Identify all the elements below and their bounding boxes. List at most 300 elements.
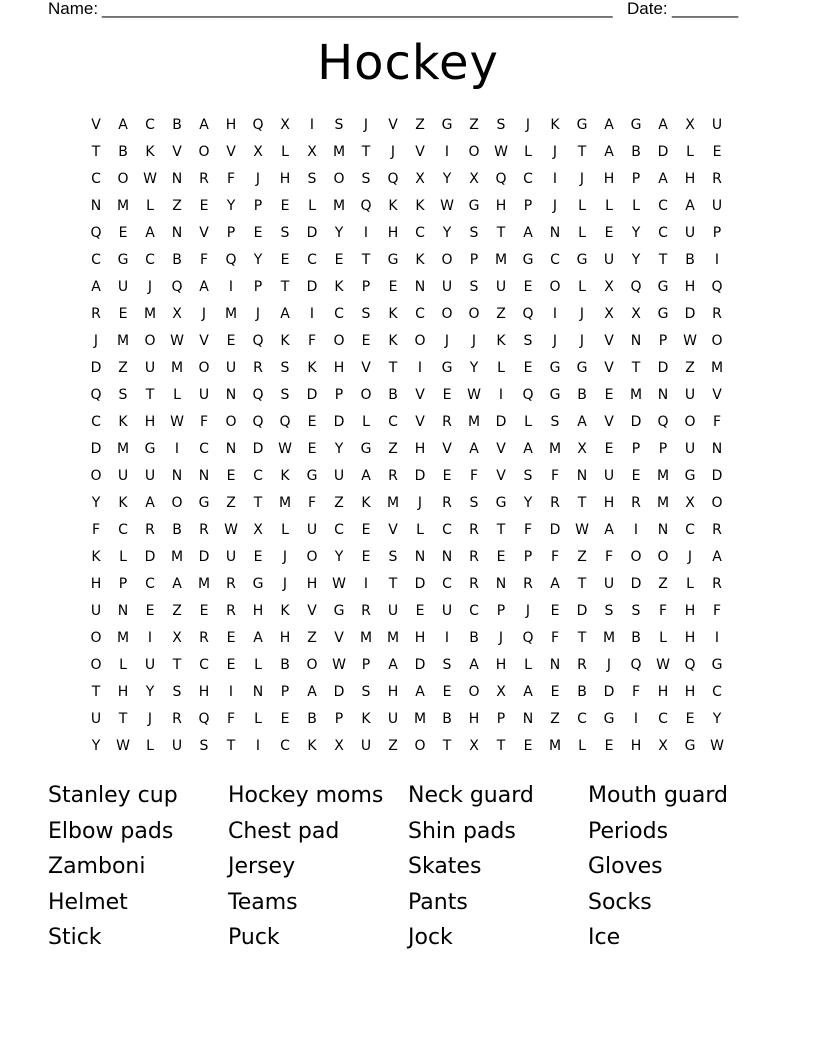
grid-letter[interactable]: S [469, 279, 479, 295]
grid-letter[interactable]: P [334, 711, 344, 727]
grid-letter[interactable]: O [198, 360, 210, 376]
grid-letter[interactable]: D [333, 684, 345, 700]
grid-letter[interactable]: Y [442, 225, 452, 241]
grid-letter[interactable]: R [550, 495, 560, 511]
grid-letter[interactable]: I [309, 117, 315, 133]
grid-letter[interactable]: S [361, 171, 371, 187]
grid-letter[interactable]: N [414, 279, 426, 295]
grid-letter[interactable]: K [307, 738, 317, 754]
grid-letter[interactable]: M [116, 441, 130, 457]
grid-letter[interactable]: Y [469, 360, 479, 376]
grid-letter[interactable]: O [333, 333, 345, 349]
grid-letter[interactable]: G [684, 738, 696, 754]
grid-letter[interactable]: X [685, 495, 695, 511]
grid-letter[interactable]: B [577, 387, 587, 403]
grid-letter[interactable]: C [253, 468, 263, 484]
grid-letter[interactable]: J [93, 333, 99, 349]
grid-letter[interactable]: K [280, 333, 290, 349]
grid-letter[interactable]: D [603, 684, 615, 700]
grid-letter[interactable]: V [442, 441, 452, 457]
grid-letter[interactable]: R [469, 522, 479, 538]
grid-letter[interactable]: L [686, 144, 694, 160]
grid-letter[interactable]: I [444, 630, 450, 646]
grid-letter[interactable]: L [578, 225, 586, 241]
grid-letter[interactable]: I [147, 630, 153, 646]
grid-letter[interactable]: Y [334, 441, 344, 457]
grid-letter[interactable]: Q [198, 711, 210, 727]
grid-letter[interactable]: G [360, 441, 372, 457]
grid-letter[interactable]: N [441, 549, 453, 565]
grid-letter[interactable]: C [199, 441, 209, 457]
grid-letter[interactable]: A [604, 522, 614, 538]
grid-letter[interactable]: P [658, 333, 668, 349]
grid-letter[interactable]: W [278, 441, 292, 457]
grid-letter[interactable]: U [117, 279, 129, 295]
grid-letter[interactable]: C [91, 252, 101, 268]
grid-letter[interactable]: C [145, 576, 155, 592]
grid-letter[interactable]: F [226, 711, 236, 727]
grid-letter[interactable]: D [711, 468, 723, 484]
grid-letter[interactable]: P [631, 441, 641, 457]
grid-letter[interactable]: K [361, 495, 371, 511]
grid-letter[interactable]: X [658, 738, 668, 754]
grid-letter[interactable]: M [656, 495, 670, 511]
grid-letter[interactable]: K [550, 117, 560, 133]
grid-letter[interactable]: O [306, 549, 318, 565]
grid-letter[interactable]: C [658, 198, 668, 214]
grid-letter[interactable]: C [91, 414, 101, 430]
grid-letter[interactable]: E [712, 144, 722, 160]
grid-letter[interactable]: X [496, 684, 506, 700]
grid-letter[interactable]: Z [658, 576, 668, 592]
grid-letter[interactable]: R [442, 495, 452, 511]
grid-letter[interactable]: Q [252, 117, 264, 133]
grid-letter[interactable]: D [414, 468, 426, 484]
grid-letter[interactable]: T [631, 360, 641, 376]
grid-letter[interactable]: E [280, 711, 290, 727]
grid-letter[interactable]: A [199, 279, 209, 295]
grid-letter[interactable]: R [361, 603, 371, 619]
grid-letter[interactable]: Q [711, 279, 723, 295]
grid-letter[interactable]: H [306, 576, 318, 592]
grid-letter[interactable]: Y [334, 225, 344, 241]
grid-letter[interactable]: C [388, 414, 398, 430]
grid-letter[interactable]: V [604, 414, 614, 430]
grid-letter[interactable]: F [658, 603, 668, 619]
grid-letter[interactable]: G [576, 360, 588, 376]
grid-letter[interactable]: H [468, 711, 480, 727]
grid-letter[interactable]: E [685, 711, 695, 727]
grid-letter[interactable]: B [442, 711, 452, 727]
grid-letter[interactable]: E [550, 603, 560, 619]
grid-letter[interactable]: M [278, 495, 292, 511]
grid-letter[interactable]: G [576, 252, 588, 268]
grid-letter[interactable]: W [656, 657, 670, 673]
grid-letter[interactable]: M [386, 495, 400, 511]
grid-letter[interactable]: D [684, 306, 696, 322]
grid-letter[interactable]: M [710, 360, 724, 376]
grid-letter[interactable]: G [306, 468, 318, 484]
grid-letter[interactable]: E [550, 684, 560, 700]
grid-letter[interactable]: S [361, 306, 371, 322]
grid-letter[interactable]: M [197, 576, 211, 592]
grid-letter[interactable]: I [552, 171, 558, 187]
grid-letter[interactable]: F [307, 333, 317, 349]
grid-letter[interactable]: H [684, 684, 696, 700]
grid-letter[interactable]: H [117, 684, 129, 700]
grid-letter[interactable]: U [144, 657, 156, 673]
grid-letter[interactable]: E [604, 387, 614, 403]
grid-letter[interactable]: H [684, 171, 696, 187]
grid-letter[interactable]: C [280, 738, 290, 754]
grid-letter[interactable]: F [469, 468, 479, 484]
grid-letter[interactable]: U [225, 360, 237, 376]
grid-letter[interactable]: H [657, 684, 669, 700]
grid-letter[interactable]: M [332, 198, 346, 214]
grid-letter[interactable]: R [712, 171, 722, 187]
grid-letter[interactable]: G [657, 279, 669, 295]
grid-letter[interactable]: Q [90, 225, 102, 241]
grid-letter[interactable]: J [255, 171, 261, 187]
grid-letter[interactable]: G [711, 657, 723, 673]
grid-letter[interactable]: L [146, 198, 154, 214]
grid-letter[interactable]: S [523, 333, 533, 349]
grid-letter[interactable]: E [442, 684, 452, 700]
grid-letter[interactable]: E [361, 522, 371, 538]
grid-letter[interactable]: N [711, 441, 723, 457]
grid-letter[interactable]: E [388, 279, 398, 295]
grid-letter[interactable]: B [469, 630, 479, 646]
grid-letter[interactable]: H [684, 279, 696, 295]
grid-letter[interactable]: B [388, 387, 398, 403]
grid-letter[interactable]: Z [577, 549, 587, 565]
grid-letter[interactable]: O [414, 333, 426, 349]
grid-letter[interactable]: F [199, 414, 209, 430]
grid-letter[interactable]: B [631, 630, 641, 646]
grid-letter[interactable]: D [414, 576, 426, 592]
grid-letter[interactable]: P [712, 225, 722, 241]
grid-letter[interactable]: O [360, 387, 372, 403]
grid-letter[interactable]: L [146, 738, 154, 754]
grid-letter[interactable]: U [603, 576, 615, 592]
grid-letter[interactable]: C [145, 252, 155, 268]
grid-letter[interactable]: N [414, 549, 426, 565]
grid-letter[interactable]: V [415, 414, 425, 430]
grid-letter[interactable]: L [497, 360, 505, 376]
grid-letter[interactable]: D [495, 414, 507, 430]
grid-letter[interactable]: Z [226, 495, 236, 511]
grid-letter[interactable]: R [145, 522, 155, 538]
grid-letter[interactable]: Q [252, 387, 264, 403]
grid-letter[interactable]: Y [442, 171, 452, 187]
grid-letter[interactable]: H [333, 360, 345, 376]
grid-letter[interactable]: F [550, 468, 560, 484]
grid-letter[interactable]: S [280, 225, 290, 241]
grid-letter[interactable]: T [496, 225, 506, 241]
grid-letter[interactable]: E [226, 630, 236, 646]
grid-letter[interactable]: U [441, 279, 453, 295]
grid-letter[interactable]: O [468, 684, 480, 700]
grid-letter[interactable]: W [683, 333, 697, 349]
grid-letter[interactable]: A [523, 684, 533, 700]
grid-letter[interactable]: J [363, 117, 369, 133]
grid-letter[interactable]: E [118, 225, 128, 241]
grid-letter[interactable]: V [199, 225, 209, 241]
grid-letter[interactable]: Q [630, 657, 642, 673]
grid-letter[interactable]: H [495, 657, 507, 673]
grid-letter[interactable]: P [658, 441, 668, 457]
grid-letter[interactable]: W [332, 576, 346, 592]
grid-letter[interactable]: W [710, 738, 724, 754]
grid-letter[interactable]: T [658, 252, 668, 268]
grid-letter[interactable]: S [496, 117, 506, 133]
grid-letter[interactable]: Z [550, 711, 560, 727]
grid-letter[interactable]: T [91, 144, 101, 160]
grid-letter[interactable]: S [280, 360, 290, 376]
grid-letter[interactable]: H [198, 684, 210, 700]
grid-letter[interactable]: D [657, 360, 669, 376]
grid-letter[interactable]: X [415, 171, 425, 187]
grid-letter[interactable]: N [117, 603, 129, 619]
grid-letter[interactable]: G [468, 198, 480, 214]
grid-letter[interactable]: C [658, 711, 668, 727]
grid-letter[interactable]: N [495, 576, 507, 592]
grid-letter[interactable]: P [253, 279, 263, 295]
grid-letter[interactable]: R [631, 495, 641, 511]
grid-letter[interactable]: B [280, 657, 290, 673]
grid-letter[interactable]: S [334, 117, 344, 133]
grid-letter[interactable]: O [225, 414, 237, 430]
grid-letter[interactable]: E [523, 279, 533, 295]
grid-letter[interactable]: T [145, 387, 155, 403]
grid-letter[interactable]: T [577, 630, 587, 646]
grid-letter[interactable]: V [496, 441, 506, 457]
grid-letter[interactable]: N [549, 657, 561, 673]
grid-letter[interactable]: F [199, 252, 209, 268]
grid-letter[interactable]: D [657, 144, 669, 160]
grid-letter[interactable]: R [199, 171, 209, 187]
grid-letter[interactable]: I [255, 738, 261, 754]
grid-letter[interactable]: G [549, 360, 561, 376]
grid-letter[interactable]: T [577, 576, 587, 592]
grid-letter[interactable]: K [118, 414, 128, 430]
grid-letter[interactable]: M [386, 630, 400, 646]
grid-letter[interactable]: K [280, 468, 290, 484]
grid-letter[interactable]: X [469, 738, 479, 754]
grid-letter[interactable]: X [280, 117, 290, 133]
grid-letter[interactable]: N [198, 468, 210, 484]
grid-letter[interactable]: R [469, 549, 479, 565]
grid-letter[interactable]: D [90, 360, 102, 376]
grid-letter[interactable]: O [198, 144, 210, 160]
grid-letter[interactable]: R [442, 414, 452, 430]
grid-letter[interactable]: R [577, 657, 587, 673]
grid-letter[interactable]: D [90, 441, 102, 457]
grid-letter[interactable]: Y [226, 198, 236, 214]
grid-letter[interactable]: M [359, 630, 373, 646]
grid-letter[interactable]: Q [657, 414, 669, 430]
grid-letter[interactable]: G [495, 495, 507, 511]
grid-letter[interactable]: R [712, 522, 722, 538]
grid-letter[interactable]: I [417, 360, 423, 376]
grid-letter[interactable]: G [252, 576, 264, 592]
grid-letter[interactable]: T [91, 684, 101, 700]
grid-letter[interactable]: S [361, 684, 371, 700]
grid-letter[interactable]: P [496, 711, 506, 727]
grid-letter[interactable]: L [119, 657, 127, 673]
grid-letter[interactable]: M [116, 333, 130, 349]
grid-letter[interactable]: F [712, 414, 722, 430]
grid-letter[interactable]: D [414, 657, 426, 673]
grid-letter[interactable]: E [604, 225, 614, 241]
grid-letter[interactable]: J [147, 711, 153, 727]
grid-letter[interactable]: M [629, 387, 643, 403]
grid-letter[interactable]: Z [388, 441, 398, 457]
grid-letter[interactable]: C [469, 603, 479, 619]
grid-letter[interactable]: R [199, 522, 209, 538]
grid-letter[interactable]: D [306, 279, 318, 295]
grid-letter[interactable]: I [228, 279, 234, 295]
grid-letter[interactable]: O [549, 279, 561, 295]
grid-letter[interactable]: N [252, 684, 264, 700]
grid-letter[interactable]: O [90, 468, 102, 484]
grid-letter[interactable]: K [280, 603, 290, 619]
grid-letter[interactable]: K [307, 360, 317, 376]
grid-letter[interactable]: W [170, 414, 184, 430]
grid-letter[interactable]: E [496, 549, 506, 565]
grid-letter[interactable]: U [711, 198, 723, 214]
grid-letter[interactable]: Q [684, 657, 696, 673]
grid-letter[interactable]: N [171, 171, 183, 187]
grid-letter[interactable]: A [604, 144, 614, 160]
grid-letter[interactable]: N [90, 198, 102, 214]
grid-letter[interactable]: S [469, 225, 479, 241]
grid-letter[interactable]: L [281, 522, 289, 538]
grid-letter[interactable]: W [116, 738, 130, 754]
grid-letter[interactable]: X [604, 306, 614, 322]
grid-letter[interactable]: E [145, 603, 155, 619]
grid-letter[interactable]: C [334, 522, 344, 538]
grid-letter[interactable]: I [363, 225, 369, 241]
grid-letter[interactable]: J [579, 306, 585, 322]
grid-letter[interactable]: O [144, 333, 156, 349]
grid-letter[interactable]: K [91, 549, 101, 565]
grid-letter[interactable]: O [414, 738, 426, 754]
grid-letter[interactable]: A [469, 441, 479, 457]
grid-letter[interactable]: G [522, 252, 534, 268]
grid-letter[interactable]: B [685, 252, 695, 268]
grid-letter[interactable]: L [524, 414, 532, 430]
grid-letter[interactable]: D [576, 603, 588, 619]
grid-letter[interactable]: G [657, 306, 669, 322]
grid-letter[interactable]: Z [172, 198, 182, 214]
grid-letter[interactable]: J [687, 549, 693, 565]
grid-letter[interactable]: U [684, 441, 696, 457]
grid-letter[interactable]: L [605, 198, 613, 214]
grid-letter[interactable]: C [712, 684, 722, 700]
grid-letter[interactable]: K [388, 333, 398, 349]
grid-letter[interactable]: Q [387, 171, 399, 187]
grid-letter[interactable]: U [306, 522, 318, 538]
grid-letter[interactable]: D [144, 549, 156, 565]
grid-letter[interactable]: R [226, 576, 236, 592]
grid-letter[interactable]: Z [496, 306, 506, 322]
grid-letter[interactable]: N [225, 387, 237, 403]
grid-letter[interactable]: U [495, 279, 507, 295]
grid-letter[interactable]: Z [685, 360, 695, 376]
grid-letter[interactable]: O [468, 144, 480, 160]
grid-letter[interactable]: R [199, 630, 209, 646]
grid-letter[interactable]: J [201, 306, 207, 322]
grid-letter[interactable]: K [388, 198, 398, 214]
grid-letter[interactable]: J [498, 630, 504, 646]
grid-letter[interactable]: U [603, 252, 615, 268]
grid-letter[interactable]: C [415, 225, 425, 241]
grid-letter[interactable]: B [307, 711, 317, 727]
grid-letter[interactable]: W [440, 198, 454, 214]
grid-letter[interactable]: Y [712, 711, 722, 727]
grid-letter[interactable]: S [442, 657, 452, 673]
grid-letter[interactable]: L [632, 198, 640, 214]
grid-letter[interactable]: W [224, 522, 238, 538]
grid-letter[interactable]: M [494, 252, 508, 268]
grid-letter[interactable]: V [199, 333, 209, 349]
grid-letter[interactable]: C [118, 522, 128, 538]
grid-letter[interactable]: T [361, 144, 371, 160]
grid-letter[interactable]: A [658, 117, 668, 133]
grid-letter[interactable]: X [631, 306, 641, 322]
grid-letter[interactable]: O [117, 171, 129, 187]
grid-letter[interactable]: V [496, 468, 506, 484]
grid-letter[interactable]: S [118, 387, 128, 403]
grid-letter[interactable]: Z [172, 603, 182, 619]
grid-letter[interactable]: M [602, 630, 616, 646]
grid-letter[interactable]: X [253, 144, 263, 160]
grid-letter[interactable]: J [282, 549, 288, 565]
grid-letter[interactable]: V [415, 387, 425, 403]
grid-letter[interactable]: Z [388, 738, 398, 754]
grid-letter[interactable]: V [361, 360, 371, 376]
grid-letter[interactable]: J [552, 333, 558, 349]
grid-letter[interactable]: A [199, 117, 209, 133]
grid-letter[interactable]: H [225, 117, 237, 133]
grid-letter[interactable]: P [253, 198, 263, 214]
grid-letter[interactable]: O [441, 306, 453, 322]
grid-letter[interactable]: Z [307, 630, 317, 646]
grid-letter[interactable]: A [523, 441, 533, 457]
grid-letter[interactable]: J [579, 171, 585, 187]
grid-letter[interactable]: K [145, 144, 155, 160]
grid-letter[interactable]: G [441, 117, 453, 133]
grid-letter[interactable]: S [631, 603, 641, 619]
grid-letter[interactable]: C [307, 252, 317, 268]
grid-letter[interactable]: L [578, 738, 586, 754]
grid-letter[interactable]: S [523, 468, 533, 484]
grid-letter[interactable]: P [523, 198, 533, 214]
grid-letter[interactable]: E [604, 441, 614, 457]
grid-letter[interactable]: U [684, 225, 696, 241]
grid-letter[interactable]: E [280, 252, 290, 268]
grid-letter[interactable]: K [334, 279, 344, 295]
grid-letter[interactable]: M [548, 441, 562, 457]
grid-letter[interactable]: J [471, 333, 477, 349]
grid-letter[interactable]: T [253, 495, 263, 511]
grid-letter[interactable]: Q [252, 333, 264, 349]
grid-letter[interactable]: J [255, 306, 261, 322]
grid-letter[interactable]: A [388, 657, 398, 673]
grid-letter[interactable]: O [468, 306, 480, 322]
grid-letter[interactable]: V [712, 387, 722, 403]
